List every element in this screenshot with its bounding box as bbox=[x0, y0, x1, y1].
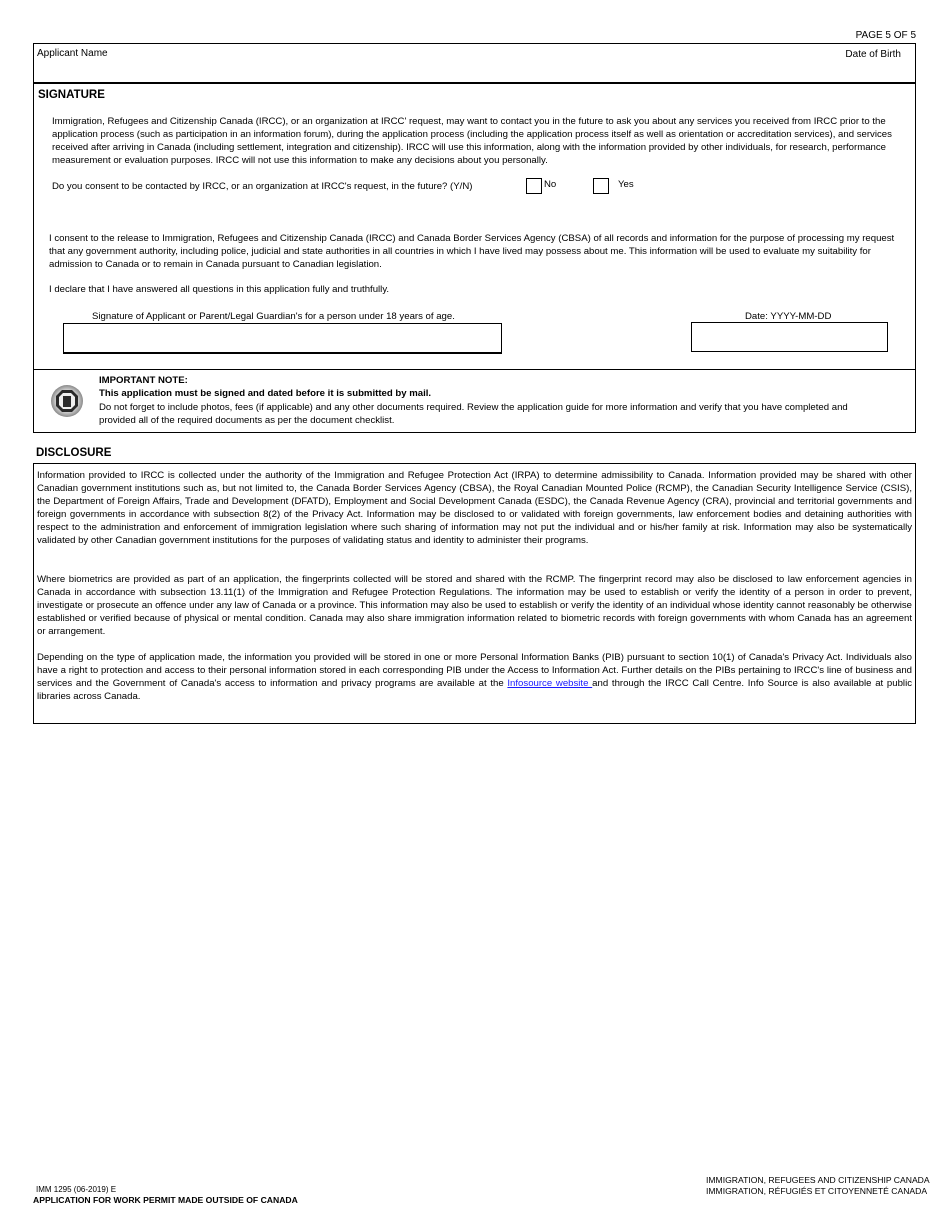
date-of-birth-label: Date of Birth bbox=[845, 49, 901, 60]
stop-octagon-icon bbox=[50, 384, 84, 418]
disclosure-paragraph-3 bbox=[37, 651, 912, 703]
disclosure-paragraph-2: Where biometrics are provided as part of an application, the fingerprints collected will be stored and shared with the RCMP. The fingerprint record may also be disclosed to law enforcement agencies in Canada in accordance with subsection 13.11(1) of the Immigration and Refugee Protection Regulations. The information may be used to establish or verify the identity of a person in order to prevent, investigate or prosecute an offence under any law of Canada or a province. This information may also be used to establish or verify the identity of an individual whose identity cannot reasonably be otherwise established or verified because of physical or mental condition. Canada may also share immigration information related to biometric records with foreign governments with whom Canada has an agreement or arrangement. bbox=[37, 574, 912, 637]
consent-no-label: No bbox=[544, 179, 557, 190]
note-bold-text: This application must be signed and dated before it is submitted by mail. bbox=[99, 388, 432, 399]
consent-yes-label: Yes bbox=[618, 179, 634, 190]
release-paragraph: I consent to the release to Immigration, Refugees and Citizenship Canada (IRCC) and Canada Border Services Agency (CBSA) of all records and information for the purpose of processing my request that any government authority, including police, judicial and state authorities in all countries in which I have lived may possess about me. This information will be used to evaluate my suitability for admission to Canada or to remain in Canada pursuant to Canadian legislation. bbox=[49, 233, 895, 270]
disclosure-paragraph-3-start: Depending on the type of application made, the information you provided will be stored in one or more Personal Information Banks (PIB) pursuant to section 10(1) of Canada's Privacy Act. Individuals also have a right to protection and access to their personal information stored in each corresponding PIB under the Access to Information Act. Further details on the PIBs pertaining to IRCC's line of business and services and the Government of Canada's access to information and privacy programs are available at the bbox=[37, 652, 912, 689]
signature-field[interactable] bbox=[63, 323, 502, 354]
disclosure-section bbox=[33, 463, 916, 724]
consent-no-checkbox[interactable] bbox=[526, 178, 542, 194]
department-name-fr: IMMIGRATION, RÉFUGIÉS ET CITOYENNETÉ CANADA bbox=[706, 1186, 928, 1196]
applicant-name-label: Applicant Name bbox=[37, 48, 108, 59]
applicant-header-box bbox=[33, 43, 916, 83]
disclosure-paragraph-1: Information provided to IRCC is collected under the authority of the Immigration and Refugee Protection Act (IRPA) to determine admissibility to Canada. Information provided may be shared with other Canadian government institutions such as, but not limited to, the Canada Border Services Agency (CBSA), the Royal Canadian Mounted Police (RCMP), the Canadian Security Intelligence Service (CSIS), the Department of Foreign Affairs, Trade and Development (DFATD), Employment and Social Development Canada (ESDC), the Canada Revenue Agency (CRA), provincial and territorial governments and foreign governments in accordance with subsection 8(2) of the Privacy Act. Information may be disclosed to or validated with foreign governments, law enforcement bodies and detaining authorities with respect to the administration and enforcement of immigration legislation where such sharing of information may not put the individual and or his/her family at risk. Information may also be systematically validated by other Canadian government institutions for the purposes of validating status and identity to administer their programs. bbox=[37, 470, 912, 546]
contact-paragraph: Immigration, Refugees and Citizenship Canada (IRCC), or an organization at IRCC' request, may want to contact you in the future to ask you about any services you received from IRCC prior to the application process (such as participation in an information forum), during the application process (including the application process itself as well as orientation or accreditation services), and services received after arriving in Canada (including settlement, integration and citizenship). IRCC will use this information, along with the information provided by other individuals, for research, performance measurement or evaluation purposes. IRCC will not use this information to make any decisions about you personally. bbox=[52, 116, 892, 166]
disclosure-title: DISCLOSURE bbox=[36, 447, 112, 459]
signature-field-label: Signature of Applicant or Parent/Legal Guardian's for a person under 18 years of age. bbox=[92, 311, 455, 322]
date-field[interactable] bbox=[691, 322, 888, 352]
divider bbox=[34, 369, 915, 370]
form-title: APPLICATION FOR WORK PERMIT MADE OUTSIDE OF CANADA bbox=[33, 1195, 298, 1205]
note-title: IMPORTANT NOTE: bbox=[99, 375, 188, 386]
consent-question: Do you consent to be contacted by IRCC, or an organization at IRCC's request, in the future? (Y/N) bbox=[52, 181, 473, 192]
department-name-en: IMMIGRATION, REFUGEES AND CITIZENSHIP CANADA bbox=[706, 1175, 930, 1185]
declaration-text: I declare that I have answered all questions in this application fully and truthfully. bbox=[49, 284, 390, 295]
note-body: Do not forget to include photos, fees (if applicable) and any other documents required. Review the application guide for more information and verify that you have completed and provided all of the required documents as per the document checklist. bbox=[99, 402, 848, 426]
disclosure-paragraph-3-end: and through the IRCC Call Centre. Info Source is also available at public libraries across Canada. bbox=[37, 678, 912, 702]
page-number: PAGE 5 OF 5 bbox=[855, 30, 916, 41]
signature-title: SIGNATURE bbox=[38, 89, 105, 101]
infosource-link[interactable]: Infosource website bbox=[507, 678, 593, 689]
consent-yes-checkbox[interactable] bbox=[593, 178, 609, 194]
date-field-label: Date: YYYY-MM-DD bbox=[745, 311, 832, 322]
form-code: IMM 1295 (06-2019) E bbox=[36, 1185, 117, 1194]
signature-section bbox=[33, 83, 916, 433]
